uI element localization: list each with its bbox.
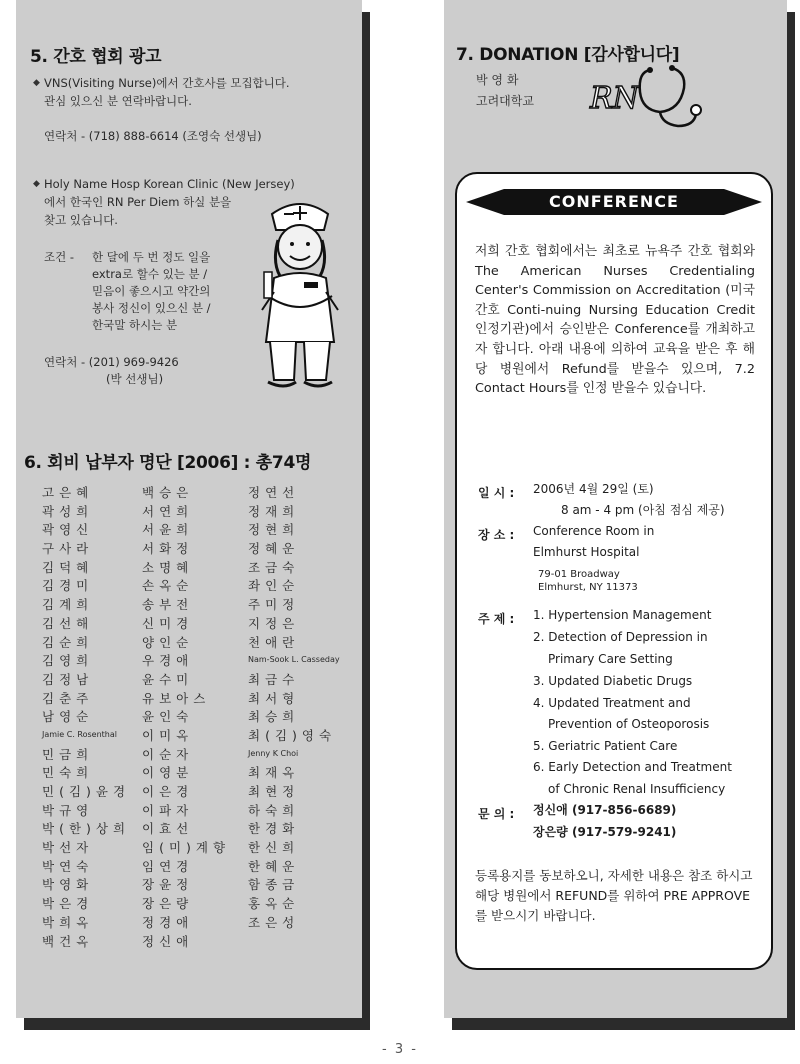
member-name: 하숙희 — [248, 802, 300, 818]
member-name: 최서형 — [248, 690, 300, 706]
member-name: 박선자 — [42, 840, 94, 856]
member-name: 조금숙 — [248, 559, 300, 575]
member-name: 최현정 — [248, 784, 300, 799]
topic-item: 5. Geriatric Patient Care — [533, 739, 678, 753]
member-column — [248, 483, 348, 932]
member-name: 서화정 — [142, 541, 194, 557]
member-name: 윤수미 — [142, 671, 194, 687]
condition-line: 믿음이 좋으시고 약간의 — [92, 284, 211, 298]
conference-intro: 저희 간호 협회에서는 최초로 뉴욕주 간호 협회와 The American Nurses Credentialing Center's Commission on Accreditation (미국 간호 Conti-nuing Nursing Education Credit 인정기관)에서 승인받은 Conference를 개최하고자 합니다. 아래 내용에 의하여 교육을 받은 후 해당 병원에서 Refund를 받을수 있으며, 7.2 Contact Hours를 인정 받을수 있습니다. — [475, 244, 755, 397]
member-name: 최(김)영숙 — [248, 727, 337, 743]
time-value: 8 am - 4 pm (아침 점심 제공) — [561, 503, 725, 517]
topic-item: Primary Care Setting — [548, 652, 673, 666]
member-name: 좌인순 — [248, 578, 300, 594]
ad2-contact: 연락처 - (201) 969-9426 — [44, 355, 179, 369]
member-name: 송부전 — [142, 597, 194, 613]
bullet-icon: ◆ — [33, 179, 40, 189]
topic-item: 6. Early Detection and Treatment — [533, 760, 732, 774]
member-name: 백승은 — [142, 485, 194, 500]
member-name: 백건옥 — [42, 933, 94, 949]
condition-line: extra로 할수 있는 분 / — [92, 267, 208, 281]
ad1-contact: 연락처 - (718) 888-6614 (조영숙 선생님) — [44, 129, 262, 143]
inquiry-label: 문 의 : — [478, 807, 515, 821]
member-name: 서윤희 — [142, 522, 194, 538]
topic-item: 2. Detection of Depression in — [533, 630, 708, 644]
member-name: 최금수 — [248, 671, 300, 687]
member-name: 박영화 — [42, 877, 94, 893]
member-name: 임(미)계향 — [142, 840, 231, 856]
member-name: 한혜운 — [248, 858, 300, 874]
member-name: 박희옥 — [42, 914, 94, 930]
member-name: 민숙희 — [42, 765, 94, 781]
condition-line: 한국말 하시는 분 — [92, 318, 178, 332]
date-label: 일 시 : — [478, 486, 515, 500]
member-name: 장은량 — [142, 896, 194, 912]
member-name: 주미정 — [248, 597, 300, 613]
inquiry-contact: 정신애 (917-856-6689) — [533, 803, 677, 817]
member-name: 남영순 — [42, 709, 94, 725]
member-name: 김선해 — [42, 615, 94, 631]
topic-item: Prevention of Osteoporosis — [548, 717, 710, 731]
date-value: 2006년 4월 29일 (토) — [533, 482, 654, 496]
conditions-label: 조건 - — [44, 250, 75, 264]
member-name: 박(한)상희 — [42, 821, 131, 837]
member-name: 김춘주 — [42, 690, 94, 706]
topic-item: of Chronic Renal Insufficiency — [548, 782, 726, 796]
member-name: 박연숙 — [42, 858, 94, 874]
ad1-line1: VNS(Visiting Nurse)에서 간호사를 모집합니다. — [44, 76, 290, 90]
donor-info — [476, 70, 534, 112]
place-value-line1: Conference Room in — [533, 524, 655, 538]
member-column — [42, 483, 142, 950]
member-name: 김덕혜 — [42, 559, 94, 575]
member-name: 윤인숙 — [142, 709, 194, 725]
address-line2: Elmhurst, NY 11373 — [538, 582, 638, 593]
conference-banner-title: CONFERENCE — [549, 192, 679, 211]
ad1-line2: 관심 있으신 분 연락바랍니다. — [44, 94, 192, 108]
rn-logo-text: RN — [590, 81, 639, 116]
member-name: 박규영 — [42, 802, 94, 818]
member-name: 한신희 — [248, 840, 300, 856]
member-name: 임연경 — [142, 858, 194, 874]
member-name: Jenny K Choi — [248, 748, 299, 758]
member-name: 함종금 — [248, 877, 300, 893]
member-name: 최승희 — [248, 709, 300, 725]
member-name: 곽영신 — [42, 522, 94, 538]
member-name: 정연선 — [248, 485, 300, 500]
member-name: 천애란 — [248, 634, 300, 650]
member-name: 김계희 — [42, 597, 94, 613]
conference-footer: 등록용지를 동보하오니, 자세한 내용은 참조 하시고 해당 병원에서 REFUND를 위하여 PRE APPROVE를 받으시기 바랍니다. — [475, 868, 753, 923]
condition-line: 봉사 정신이 있으신 분 / — [92, 301, 211, 315]
member-name: 소명혜 — [142, 559, 194, 575]
member-name: 김정남 — [42, 671, 94, 687]
member-name: 정신애 — [142, 933, 194, 949]
place-label: 장 소 : — [478, 528, 515, 542]
member-name: 이미옥 — [142, 727, 194, 743]
section5-title: 5. 간호 협회 광고 — [30, 47, 162, 67]
member-name: 정재희 — [248, 503, 300, 519]
member-name: 민(김)윤경 — [42, 784, 131, 799]
ad2-line1: Holy Name Hosp Korean Clinic (New Jersey) — [44, 177, 295, 191]
member-name: 이파자 — [142, 802, 194, 818]
member-name: 구사라 — [42, 541, 94, 557]
member-name: 양인순 — [142, 634, 194, 650]
member-name: 서연희 — [142, 503, 194, 519]
member-name: 이효선 — [142, 821, 194, 837]
member-name: 장윤정 — [142, 877, 194, 893]
member-name: 김순희 — [42, 634, 94, 650]
member-name: 지정은 — [248, 615, 300, 631]
nurse-illustration — [254, 192, 346, 396]
place-value-line2: Elmhurst Hospital — [533, 545, 640, 559]
ad2-line3: 찾고 있습니다. — [44, 213, 118, 227]
topic-label: 주 제 : — [478, 612, 515, 626]
member-name: 김경미 — [42, 578, 94, 594]
topic-item: 4. Updated Treatment and — [533, 696, 691, 710]
member-name: 박은경 — [42, 896, 94, 912]
member-name: 신미경 — [142, 615, 194, 631]
topic-item: 1. Hypertension Management — [533, 608, 712, 622]
member-name: 이영분 — [142, 765, 194, 781]
member-name: 김영희 — [42, 653, 94, 669]
section6-title: 6. 회비 납부자 명단 [2006] : 총74명 — [24, 453, 312, 473]
topic-item: 3. Updated Diabetic Drugs — [533, 674, 693, 688]
member-name: 이순자 — [142, 746, 194, 762]
member-name: 우경애 — [142, 653, 194, 669]
member-name: 최재옥 — [248, 765, 300, 781]
member-name: 민금희 — [42, 746, 94, 762]
member-name: 유보아스 — [142, 690, 211, 706]
address-line1: 79-01 Broadway — [538, 569, 620, 580]
member-name: Nam-Sook L. Casseday — [248, 655, 340, 665]
member-name: 조은성 — [248, 914, 300, 930]
member-name: Jamie C. Rosenthal — [42, 729, 117, 739]
member-name: 홍옥순 — [248, 896, 300, 912]
member-name: 정현희 — [248, 522, 300, 538]
ad2-contact-name: (박 선생님) — [106, 372, 164, 386]
member-name: 고은혜 — [42, 485, 94, 500]
donor-name: 박 영 화 — [476, 73, 519, 87]
donor-school: 고려대학교 — [476, 94, 534, 108]
member-name: 곽성희 — [42, 503, 94, 519]
condition-line: 한 달에 두 번 정도 일을 — [92, 250, 211, 264]
page-number: - 3 - — [382, 1042, 418, 1057]
bullet-icon: ◆ — [33, 78, 40, 88]
member-name: 손옥순 — [142, 578, 194, 594]
member-name: 이은경 — [142, 784, 194, 799]
rn-stethoscope-logo — [568, 62, 702, 132]
member-name: 정혜운 — [248, 541, 300, 557]
member-column — [142, 483, 242, 950]
inquiry-contact: 장은량 (917-579-9241) — [533, 825, 677, 839]
member-name: 한경화 — [248, 821, 300, 837]
member-name: 정경애 — [142, 914, 194, 930]
ad2-line2: 에서 한국인 RN Per Diem 하실 분을 — [44, 195, 232, 209]
section7-title: 7. DONATION [감사합니다] — [456, 45, 680, 65]
